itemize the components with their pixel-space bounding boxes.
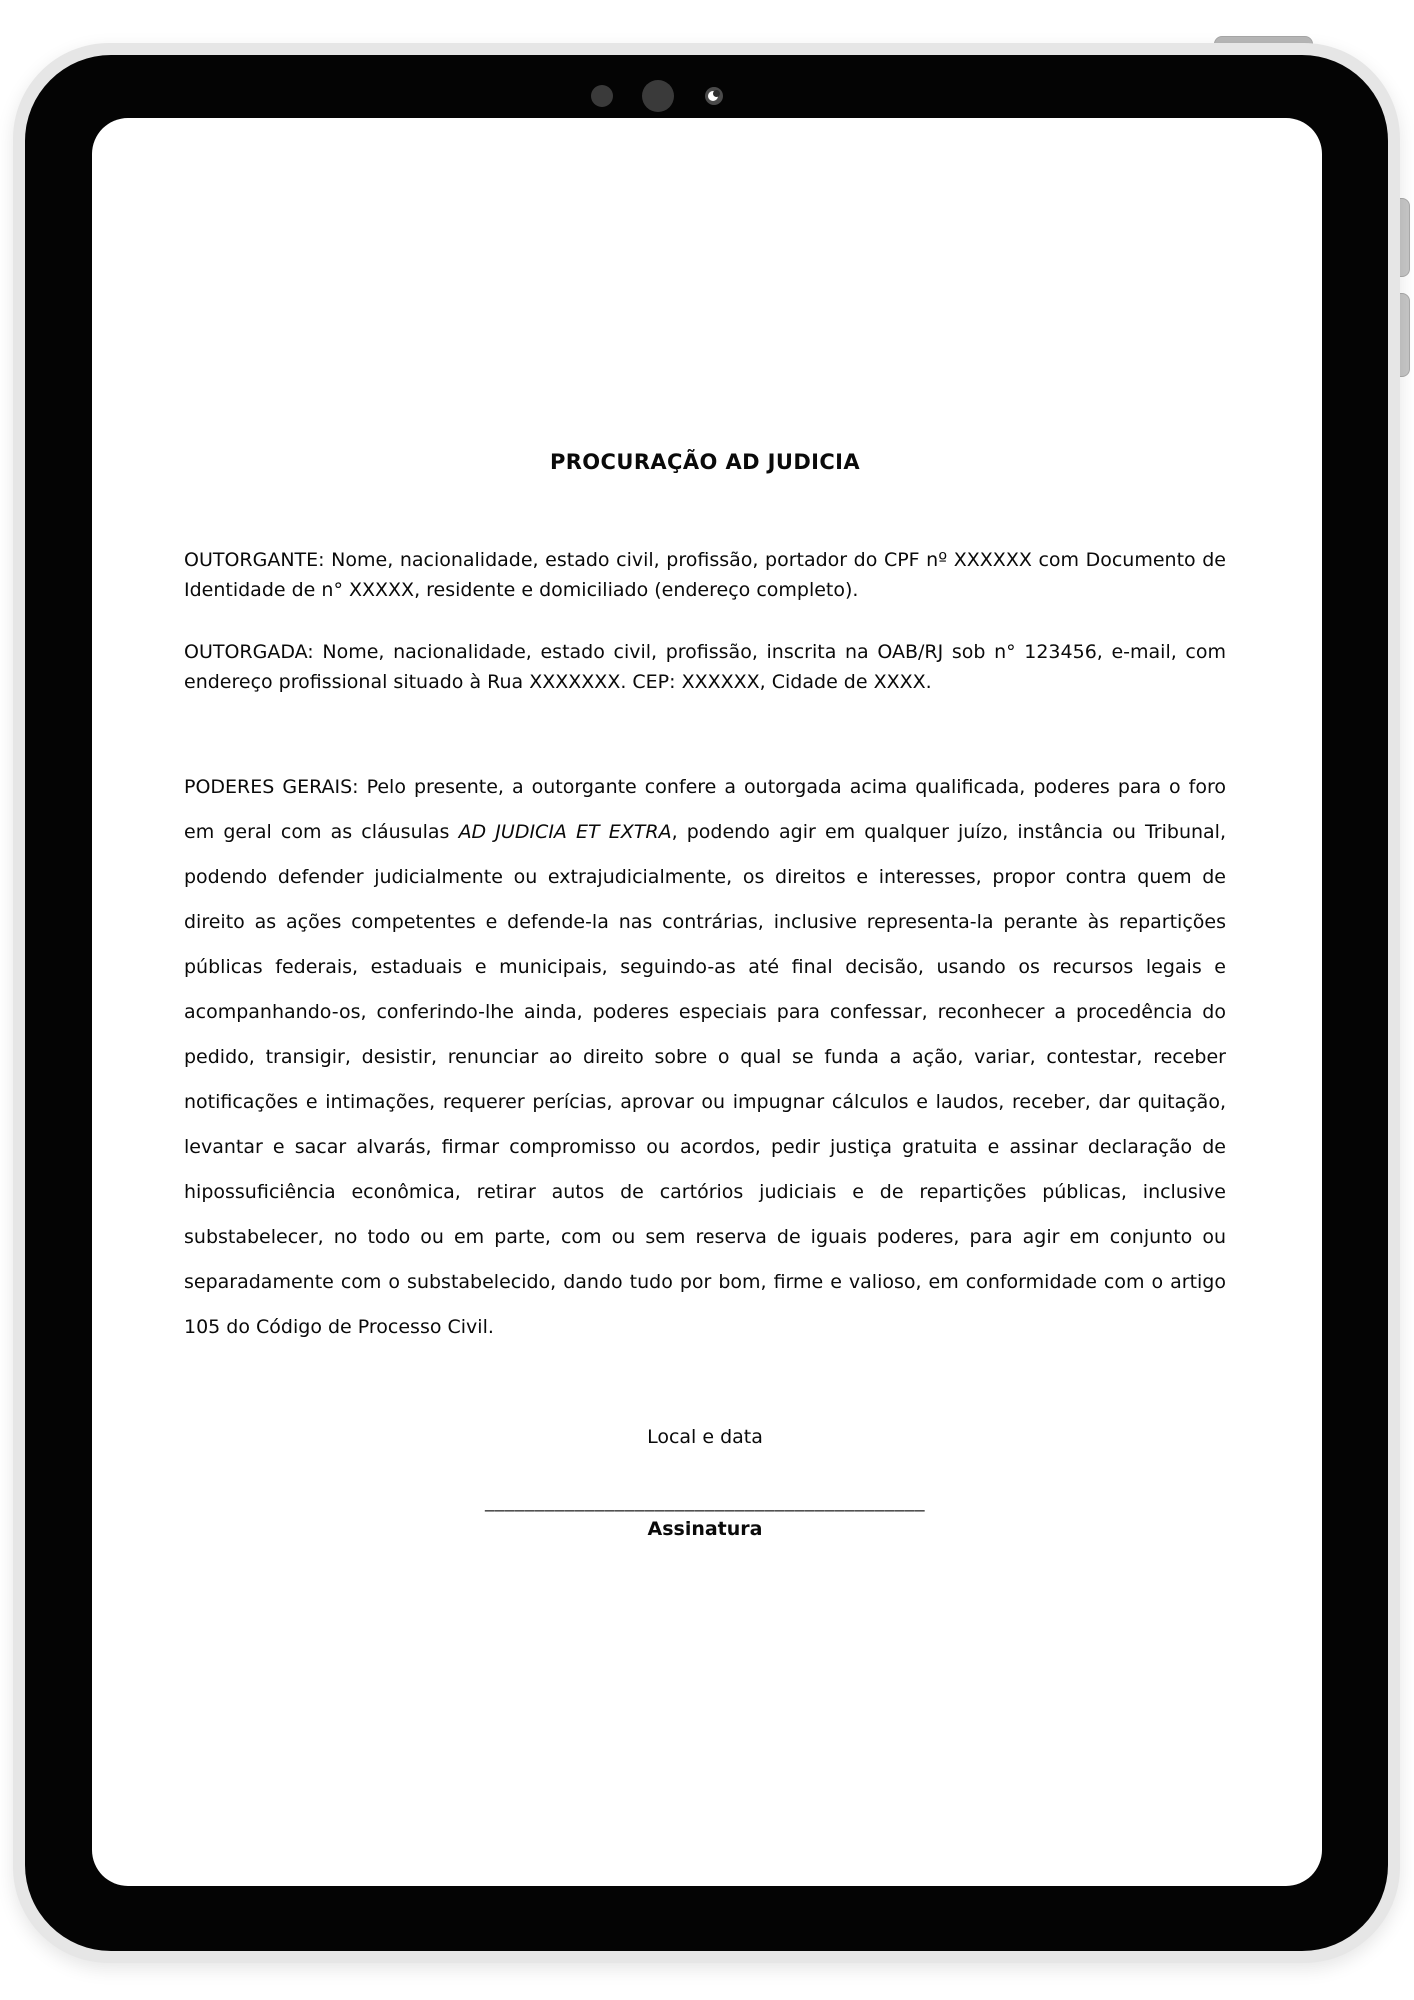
signature-line: ____________________________________________ bbox=[485, 1490, 925, 1512]
signature-label: Assinatura bbox=[647, 1518, 763, 1540]
poderes-gerais-paragraph bbox=[184, 765, 1226, 1350]
tablet-screen bbox=[92, 118, 1322, 1886]
outorgada-paragraph: OUTORGADA: Nome, nacionalidade, estado civil, profissão, inscrita na OAB/RJ sob n° 123456, e-mail, com endereço profissional situado à Rua XXXXXXX. CEP: XXXXXX, Cidade de XXXX. bbox=[184, 641, 1226, 693]
poderes-gerais-text: PODERES GERAIS: Pelo presente, a outorgante confere a outorgada acima qualificada, poderes para o foro em geral com as cláusulas bbox=[184, 776, 1226, 843]
outorgante-paragraph: OUTORGANTE: Nome, nacionalidade, estado civil, profissão, portador do CPF nº XXXXXX com Documento de Identidade de n° XXXXX, residente e domiciliado (endereço completo). bbox=[184, 549, 1226, 601]
document-title: PROCURAÇÃO AD JUDICIA bbox=[549, 450, 861, 474]
ambient-sensor-icon bbox=[591, 85, 613, 107]
poderes-latin-clause: AD JUDICIA ET EXTRA bbox=[458, 821, 672, 843]
legal-document bbox=[92, 118, 1322, 1886]
poderes-gerais-text-continued: , podendo agir em qualquer juízo, instância ou Tribunal, podendo defender judicialmente ou extrajudicialmente, os direitos e interesses, propor contra quem de direito as ações competentes e defende-la nas contrárias, inclusive representa-la perante às repartições públicas federais, estaduais e municipais, seguindo-as até final decisão, usando os recursos legais e acompanhando-os, conferindo-lhe ainda, poderes especiais para confessar, reconhecer a procedência do pedido, transigir, desistir, renunciar ao direito sobre o qual se funda a ação, variar, contestar, receber notificações e intimações, requerer perícias, aprovar ou impugnar cálculos e laudos, receber, dar quitação, levantar e sacar alvarás, firmar compromisso ou acordos, pedir justiça gratuita e assinar declaração de hipossuficiência econômica, retirar autos de cartórios judiciais e de repartições públicas, inclusive substabelecer, no todo ou em parte, com ou sem reserva de iguais poderes, para agir em conjunto ou separadamente com o substabelecido, dando tudo por bom, firme e valioso, em conformidade com o artigo 105 do Código de Processo Civil. bbox=[184, 821, 1226, 1338]
camera-sensor-icon bbox=[642, 80, 674, 112]
camera-lens-pupil bbox=[713, 90, 720, 97]
local-e-data-label: Local e data bbox=[647, 1426, 763, 1448]
tablet-device bbox=[13, 43, 1400, 1963]
front-camera-icon bbox=[705, 87, 723, 105]
tablet-bezel bbox=[25, 55, 1388, 1951]
